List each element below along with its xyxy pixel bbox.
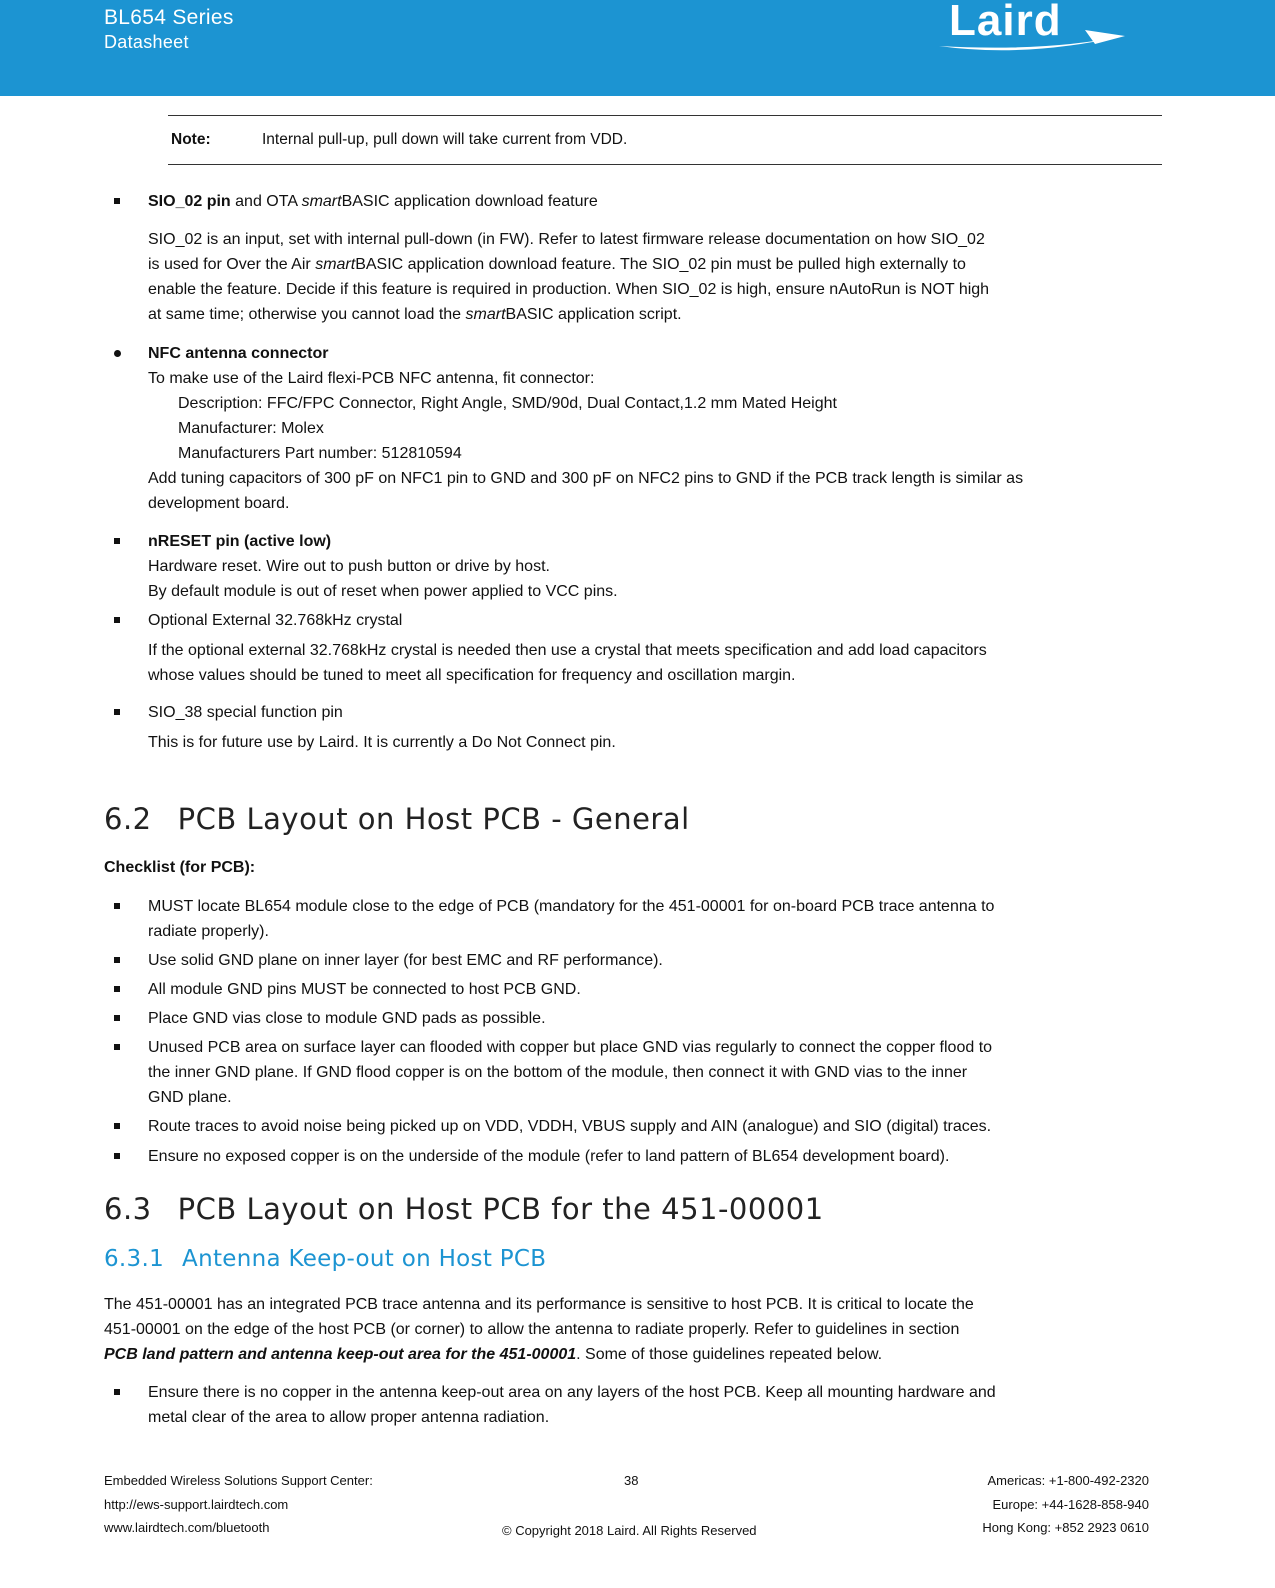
sio02-line2: is used for Over the Air smartBASIC application download feature. The SIO_02 pin must be pulled high externally to [148, 256, 966, 273]
crystal-line1: If the optional external 32.768kHz crystal is needed then use a crystal that meets specification and add load capacitors [148, 642, 987, 659]
nfc-part-number: Manufacturers Part number: 512810594 [178, 445, 462, 462]
footer-hongkong: Hong Kong: +852 2923 0610 [982, 1520, 1149, 1535]
footer-europe: Europe: +44-1628-858-940 [992, 1497, 1149, 1512]
bullet-square-icon [114, 903, 120, 909]
bullet-square-icon [114, 1015, 120, 1021]
bullet-square-icon [114, 1153, 120, 1159]
nfc-title: NFC antenna connector [148, 345, 329, 362]
header-doc-type: Datasheet [104, 32, 189, 52]
sio38-title: SIO_38 special function pin [148, 704, 343, 721]
page-number: 38 [624, 1473, 639, 1488]
section-6-2-heading: 6.2 PCB Layout on Host PCB - General [104, 802, 690, 836]
header-series: BL654 Series [104, 6, 234, 29]
bullet-square-icon [114, 538, 120, 544]
bullet-square-icon [114, 1123, 120, 1129]
antenna-bullet-line2: metal clear of the area to allow proper antenna radiation. [148, 1409, 550, 1426]
laird-logo [935, 0, 1135, 60]
nfc-line1: To make use of the Laird flexi-PCB NFC antenna, fit connector: [148, 370, 595, 387]
bullet-square-icon [114, 709, 120, 715]
nfc-description: Description: FFC/FPC Connector, Right Angle, SMD/90d, Dual Contact,1.2 mm Mated Height [178, 395, 837, 412]
antenna-bullet-line1: Ensure there is no copper in the antenna keep-out area on any layers of the host PCB. Keep all mounting hardware and [148, 1384, 996, 1401]
checklist-item-6: Route traces to avoid noise being picked up on VDD, VDDH, VBUS supply and AIN (analogue) and SIO (digital) traces. [148, 1118, 992, 1135]
antenna-para-line1: The 451-00001 has an integrated PCB trace antenna and its performance is sensitive to host PCB. It is critical to locate the [104, 1296, 974, 1313]
sio38-line1: This is for future use by Laird. It is currently a Do Not Connect pin. [148, 734, 616, 751]
antenna-para-line3: PCB land pattern and antenna keep-out area for the 451-00001. Some of those guidelines repeated below. [104, 1346, 883, 1363]
bullet-square-icon [114, 957, 120, 963]
checklist-item-5-line1: Unused PCB area on surface layer can flooded with copper but place GND vias regularly to connect the copper flood to [148, 1039, 993, 1056]
note-box [168, 115, 1162, 165]
checklist-item-3: All module GND pins MUST be connected to host PCB GND. [148, 981, 581, 998]
nreset-line2: By default module is out of reset when power applied to VCC pins. [148, 583, 618, 600]
nfc-tuning-line1: Add tuning capacitors of 300 pF on NFC1 pin to GND and 300 pF on NFC2 pins to GND if the PCB track length is similar as [148, 470, 1024, 487]
footer-web-url[interactable]: www.lairdtech.com/bluetooth [104, 1520, 270, 1535]
nfc-tuning-line2: development board. [148, 495, 290, 512]
footer-copyright: © Copyright 2018 Laird. All Rights Reserved [502, 1523, 757, 1538]
section-6-3-1-heading: 6.3.1 Antenna Keep-out on Host PCB [104, 1246, 547, 1272]
checklist-item-7: Ensure no exposed copper is on the underside of the module (refer to land pattern of BL654 development board). [148, 1148, 950, 1165]
bullet-dot-icon [114, 350, 121, 357]
checklist-item-1-line2: radiate properly). [148, 923, 269, 940]
footer-americas: Americas: +1-800-492-2320 [987, 1473, 1149, 1488]
bullet-square-icon [114, 1044, 120, 1050]
sio02-line4: at same time; otherwise you cannot load the smartBASIC application script. [148, 306, 682, 323]
checklist-item-5-line2: the inner GND plane. If GND flood copper is on the bottom of the module, then connect it with GND vias to the inner [148, 1064, 968, 1081]
footer-support-url[interactable]: http://ews-support.lairdtech.com [104, 1497, 289, 1512]
logo-text: Laird [949, 0, 1062, 45]
checklist-item-5-line3: GND plane. [148, 1089, 232, 1106]
sio02-line3: enable the feature. Decide if this feature is required in production. When SIO_02 is high, ensure nAutoRun is NOT high [148, 281, 990, 298]
bullet-square-icon [114, 198, 120, 204]
nreset-line1: Hardware reset. Wire out to push button or drive by host. [148, 558, 550, 575]
note-label: Note: [171, 131, 211, 148]
sio02-line1: SIO_02 is an input, set with internal pull-down (in FW). Refer to latest firmware release documentation on how SIO_02 [148, 231, 985, 248]
checklist-label: Checklist (for PCB): [104, 859, 256, 876]
sio02-title: SIO_02 pin and OTA smartBASIC application download feature [148, 193, 598, 210]
antenna-para-line2: 451-00001 on the edge of the host PCB (or corner) to allow the antenna to radiate properly. Refer to guidelines in section [104, 1321, 960, 1338]
bullet-square-icon [114, 986, 120, 992]
page-header [0, 0, 1275, 96]
logo-swoosh-icon [935, 0, 1135, 60]
crystal-line2: whose values should be tuned to meet all specification for frequency and oscillation margin. [148, 667, 796, 684]
checklist-item-2: Use solid GND plane on inner layer (for best EMC and RF performance). [148, 952, 663, 969]
nfc-manufacturer: Manufacturer: Molex [178, 420, 324, 437]
bullet-square-icon [114, 1389, 120, 1395]
footer-support-center: Embedded Wireless Solutions Support Center: [104, 1473, 373, 1488]
checklist-item-4: Place GND vias close to module GND pads as possible. [148, 1010, 546, 1027]
crystal-title: Optional External 32.768kHz crystal [148, 612, 403, 629]
note-text: Internal pull-up, pull down will take current from VDD. [262, 131, 628, 148]
bullet-square-icon [114, 617, 120, 623]
section-6-3-heading: 6.3 PCB Layout on Host PCB for the 451-00001 [104, 1192, 824, 1226]
nreset-title: nRESET pin (active low) [148, 533, 332, 550]
checklist-item-1-line1: MUST locate BL654 module close to the edge of PCB (mandatory for the 451-00001 for on-board PCB trace antenna to [148, 898, 995, 915]
